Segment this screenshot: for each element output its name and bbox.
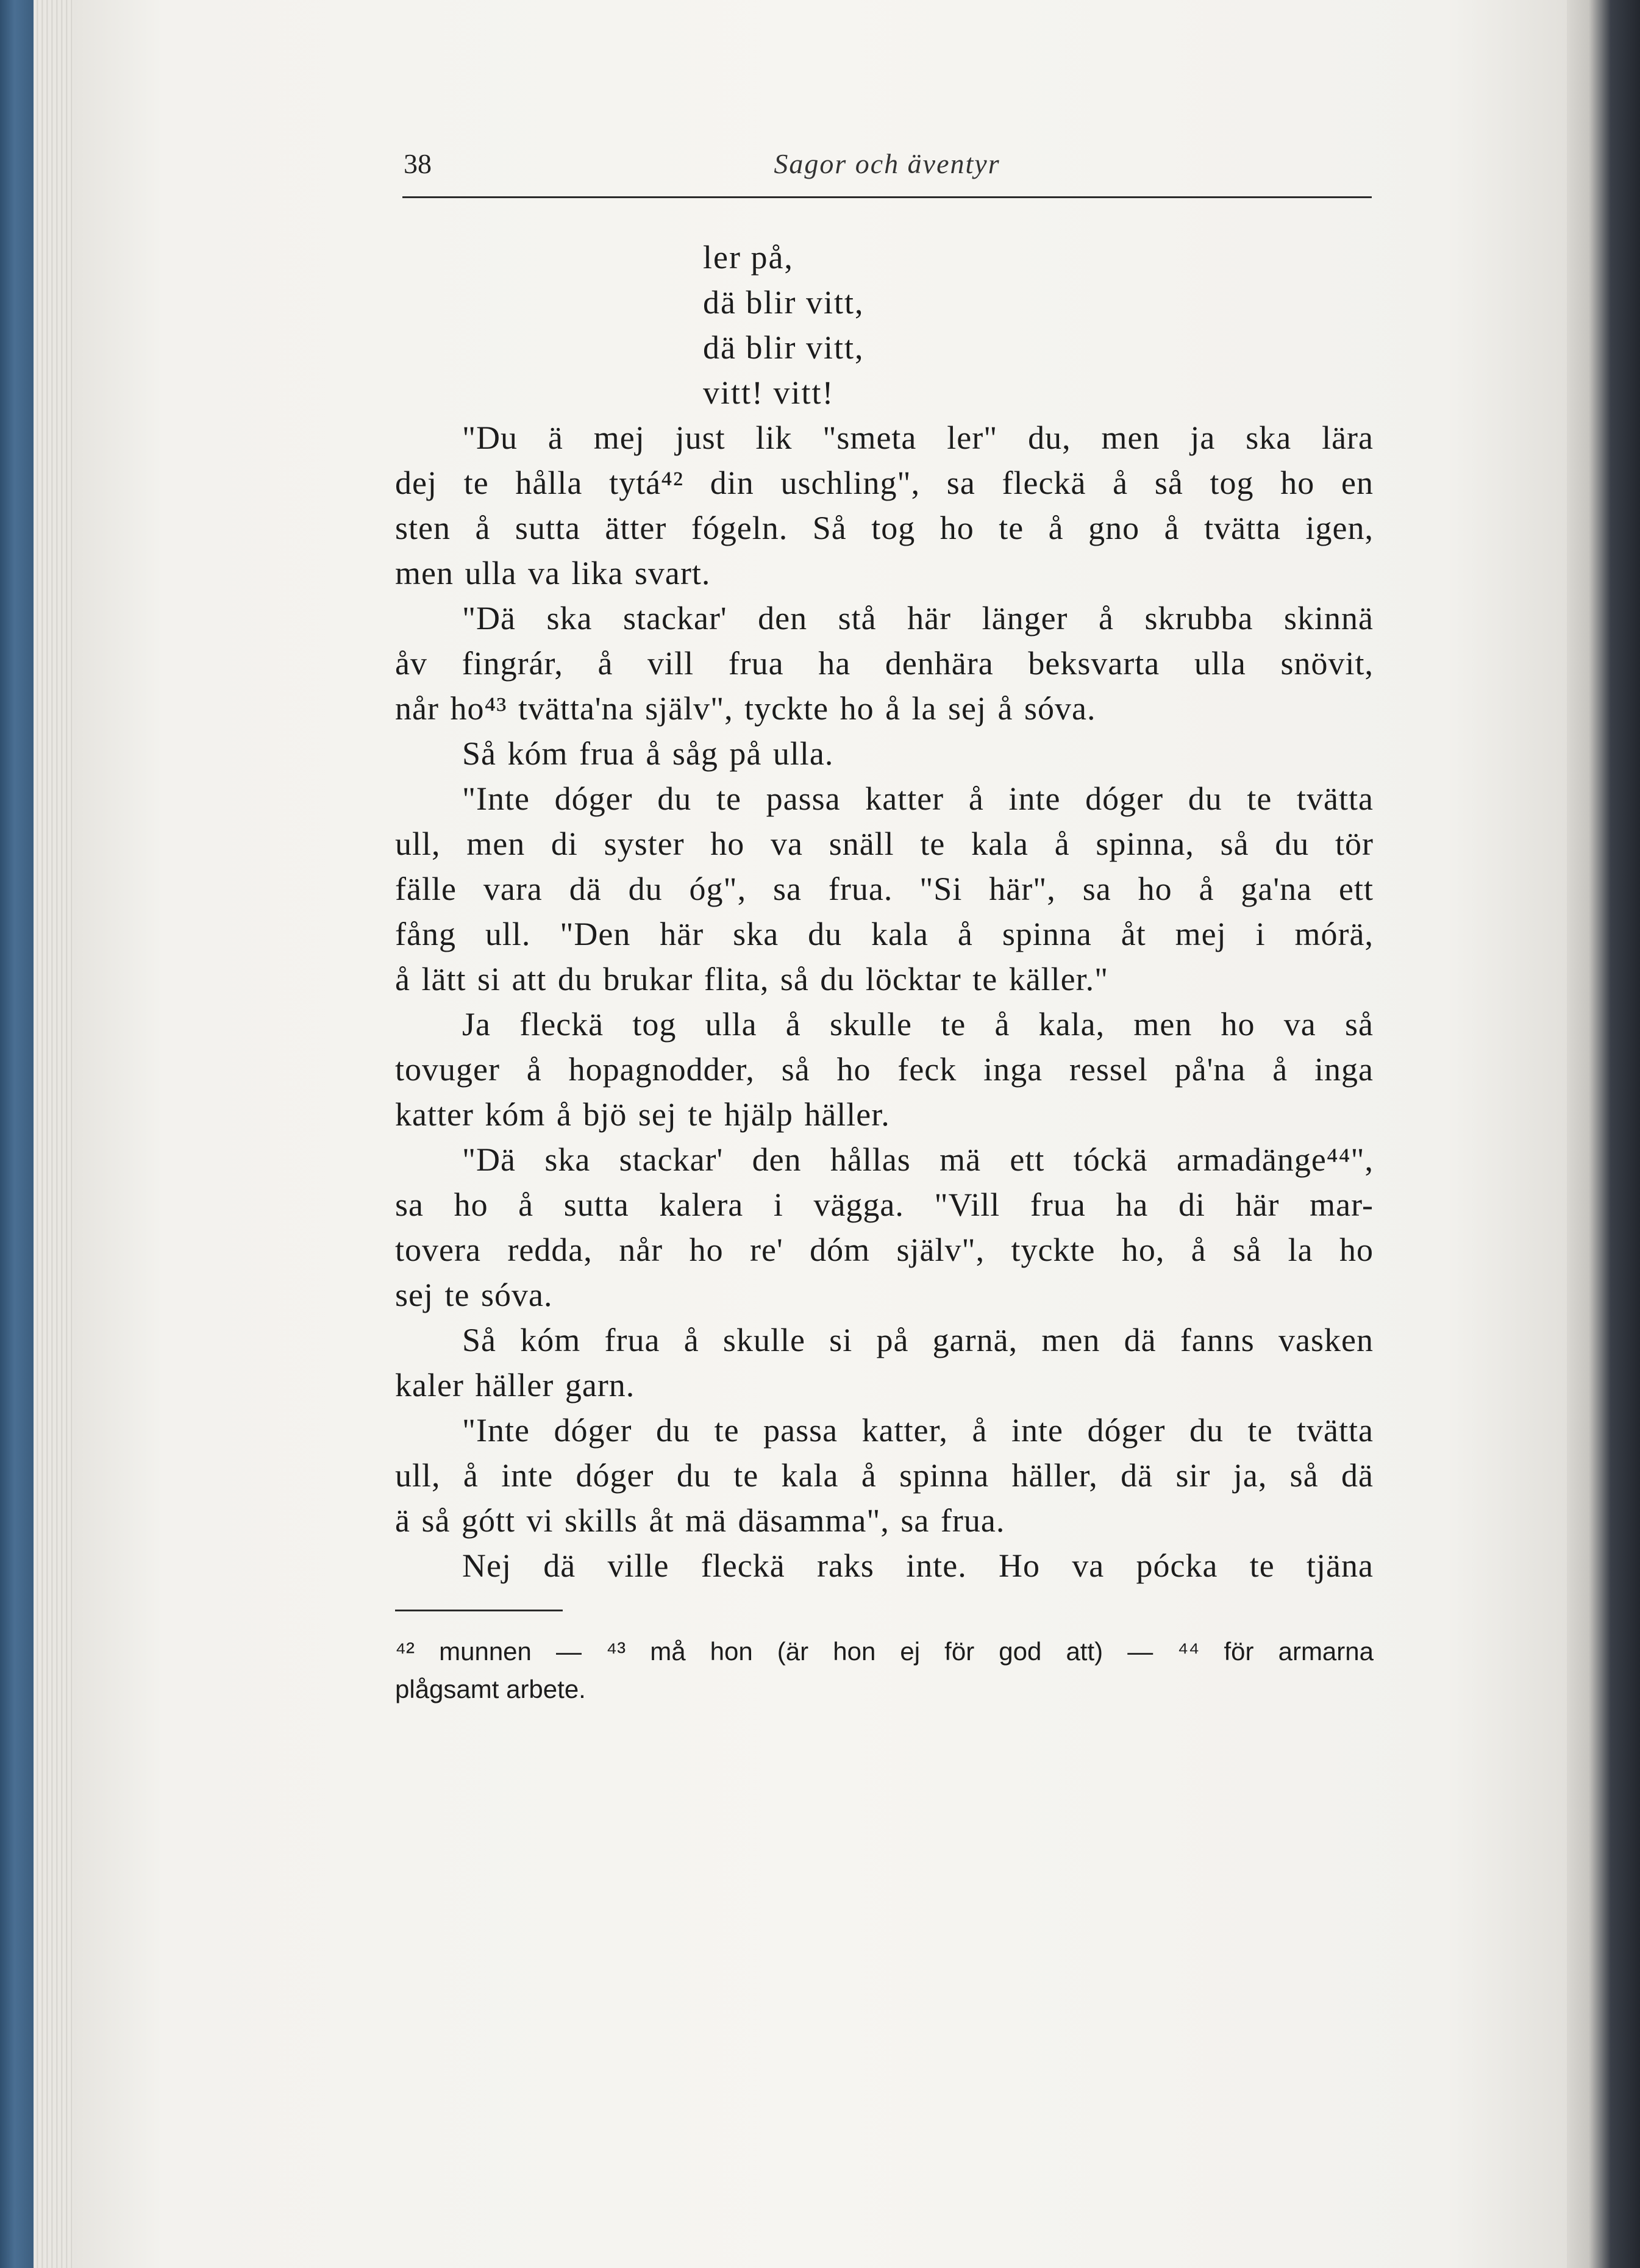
verse-line: vitt! vitt! bbox=[703, 374, 835, 411]
paragraph bbox=[395, 776, 1374, 1002]
footnote-line: ⁴² munnen — ⁴³ må hon (är hon ej för god att) — ⁴⁴ för armarna bbox=[395, 1637, 1374, 1666]
running-title: Sagor och äventyr bbox=[774, 148, 1000, 179]
text-line: "Inte dóger du te passa katter å inte dóger du te tvätta bbox=[462, 780, 1374, 817]
paragraph bbox=[395, 415, 1374, 596]
paragraph bbox=[395, 1408, 1374, 1543]
text-line: dej te hålla tytá⁴² din uschling", sa fleckä å så tog ho en bbox=[395, 465, 1374, 501]
text-line: ull, men di syster ho va snäll te kala å spinna, så du tör bbox=[395, 826, 1374, 862]
text-line: sej te sóva. bbox=[395, 1277, 553, 1313]
book-cover-edge bbox=[0, 0, 37, 2268]
paragraph bbox=[395, 731, 1374, 776]
text-line: når ho⁴³ tvätta'na själv", tyckte ho å la sej å sóva. bbox=[395, 690, 1096, 727]
text-line: fång ull. "Den här ska du kala å spinna åt mej i mórä, bbox=[395, 916, 1374, 952]
page-number: 38 bbox=[404, 148, 432, 179]
text-line: fälle vara dä du óg", sa frua. "Si här", sa ho å ga'na ett bbox=[395, 871, 1374, 907]
text-line: ä så gótt vi skills åt mä däsamma", sa frua. bbox=[395, 1502, 1005, 1539]
text-line: men ulla va lika svart. bbox=[395, 555, 711, 591]
text-line: "Du ä mej just lik "smeta ler" du, men ja ska lära bbox=[462, 419, 1374, 456]
footnotes bbox=[395, 1633, 1374, 1708]
text-line: "Dä ska stackar' den stå här länger å skrubba skinnä bbox=[462, 600, 1374, 637]
text-line: sa ho å sutta kalera i vägga. "Vill frua ha di här mar- bbox=[395, 1186, 1374, 1223]
text-line: kaler häller garn. bbox=[395, 1367, 635, 1403]
paragraph bbox=[395, 1002, 1374, 1137]
text-line: sten å sutta ätter fógeln. Så tog ho te å gno å tvätta igen, bbox=[395, 510, 1374, 546]
page-header bbox=[402, 148, 1372, 198]
verse-line: dä blir vitt, bbox=[703, 284, 865, 321]
facing-page-edge bbox=[1567, 0, 1640, 2268]
text-line: Nej dä ville fleckä raks inte. Ho va pócka te tjäna bbox=[462, 1547, 1374, 1584]
footnote-divider bbox=[395, 1610, 563, 1611]
verse-line: ler på, bbox=[703, 239, 794, 276]
footnote-line: plågsamt arbete. bbox=[395, 1675, 586, 1703]
text-line: Så kóm frua å såg på ulla. bbox=[462, 735, 834, 772]
text-line: Ja fleckä tog ulla å skulle te å kala, men ho va så bbox=[462, 1006, 1374, 1043]
body-text bbox=[395, 235, 1374, 1588]
paragraph bbox=[395, 596, 1374, 731]
text-line: Så kóm frua å skulle si på garnä, men dä fanns vasken bbox=[462, 1322, 1374, 1358]
text-line: ull, å inte dóger du te kala å spinna häller, dä sir ja, så dä bbox=[395, 1457, 1374, 1494]
text-line: tovuger å hopagnodder, så ho feck inga ressel på'na å inga bbox=[395, 1051, 1374, 1088]
text-line: tovera redda, når ho re' dóm själv", tyckte ho, å så la ho bbox=[395, 1232, 1374, 1268]
paragraph bbox=[395, 1543, 1374, 1588]
paragraph bbox=[395, 1318, 1374, 1408]
text-line: åv fingrár, å vill frua ha denhära beksvarta ulla snövit, bbox=[395, 645, 1374, 682]
verse-block bbox=[703, 235, 1374, 415]
verse-line: dä blir vitt, bbox=[703, 329, 865, 366]
page-stack-edge bbox=[34, 0, 76, 2268]
text-line: å lätt si att du brukar flita, så du löcktar te käller." bbox=[395, 961, 1109, 997]
text-line: "Inte dóger du te passa katter, å inte dóger du te tvätta bbox=[462, 1412, 1374, 1449]
paragraph bbox=[395, 1137, 1374, 1318]
text-line: katter kóm å bjö sej te hjälp häller. bbox=[395, 1096, 890, 1133]
text-line: "Dä ska stackar' den hållas mä ett tóckä armadänge⁴⁴", bbox=[462, 1141, 1374, 1178]
